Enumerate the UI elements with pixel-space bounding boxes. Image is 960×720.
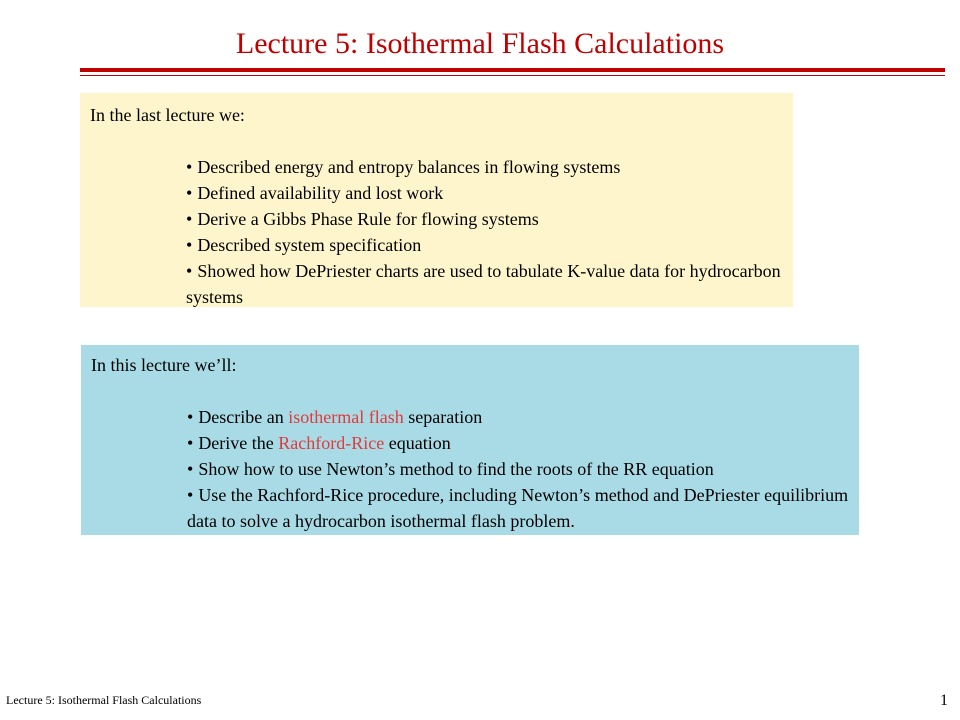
bullet-icon: •	[186, 209, 193, 229]
this-lecture-intro: In this lecture we’ll:	[91, 355, 237, 375]
list-item	[186, 154, 783, 180]
bullet-icon: •	[187, 459, 194, 479]
bullet-icon: •	[186, 261, 193, 281]
last-lecture-list	[186, 154, 783, 310]
list-item-text: separation	[403, 407, 483, 427]
last-lecture-intro: In the last lecture we:	[90, 105, 245, 125]
slide-title: Lecture 5: Isothermal Flash Calculations	[235, 27, 725, 60]
page-number: 1	[940, 692, 948, 709]
this-lecture-list	[187, 404, 849, 534]
list-item	[187, 482, 849, 534]
list-item-text: Show how to use Newton’s method to find the roots of the RR equation	[198, 459, 714, 479]
bullet-icon: •	[186, 183, 193, 203]
list-item	[186, 258, 783, 310]
bullet-icon: •	[187, 433, 194, 453]
list-item	[186, 232, 783, 258]
list-item	[186, 180, 783, 206]
bullet-icon: •	[187, 485, 194, 505]
list-item-text: equation	[384, 433, 451, 453]
list-item-text: Described energy and entropy balances in flowing systems	[197, 157, 621, 177]
list-item	[187, 430, 849, 456]
list-item-text: Defined availability and lost work	[197, 183, 444, 203]
list-item	[187, 404, 849, 430]
list-item-text: Described system specification	[197, 235, 422, 255]
bullet-icon: •	[186, 157, 193, 177]
list-item-text: Describe an	[198, 407, 289, 427]
list-item-text: Use the Rachford-Rice procedure, including Newton’s method and DePriester equilibrium data to solve a hydrocarbon isothermal flash problem.	[187, 485, 849, 531]
highlighted-term: isothermal flash	[288, 407, 404, 427]
last-lecture-box	[80, 93, 793, 307]
footer-title: Lecture 5: Isothermal Flash Calculations	[6, 693, 202, 707]
list-item-text: Derive the	[198, 433, 279, 453]
list-item	[187, 456, 849, 482]
list-item-text: Derive a Gibbs Phase Rule for flowing systems	[197, 209, 539, 229]
list-item	[186, 206, 783, 232]
this-lecture-box	[81, 345, 859, 535]
bullet-icon: •	[186, 235, 193, 255]
list-item-text: Showed how DePriester charts are used to tabulate K-value data for hydrocarbon systems	[186, 261, 781, 307]
title-underline-thin	[80, 75, 945, 76]
title-underline-thick	[80, 68, 945, 72]
highlighted-term: Rachford-Rice	[278, 433, 385, 453]
bullet-icon: •	[187, 407, 194, 427]
